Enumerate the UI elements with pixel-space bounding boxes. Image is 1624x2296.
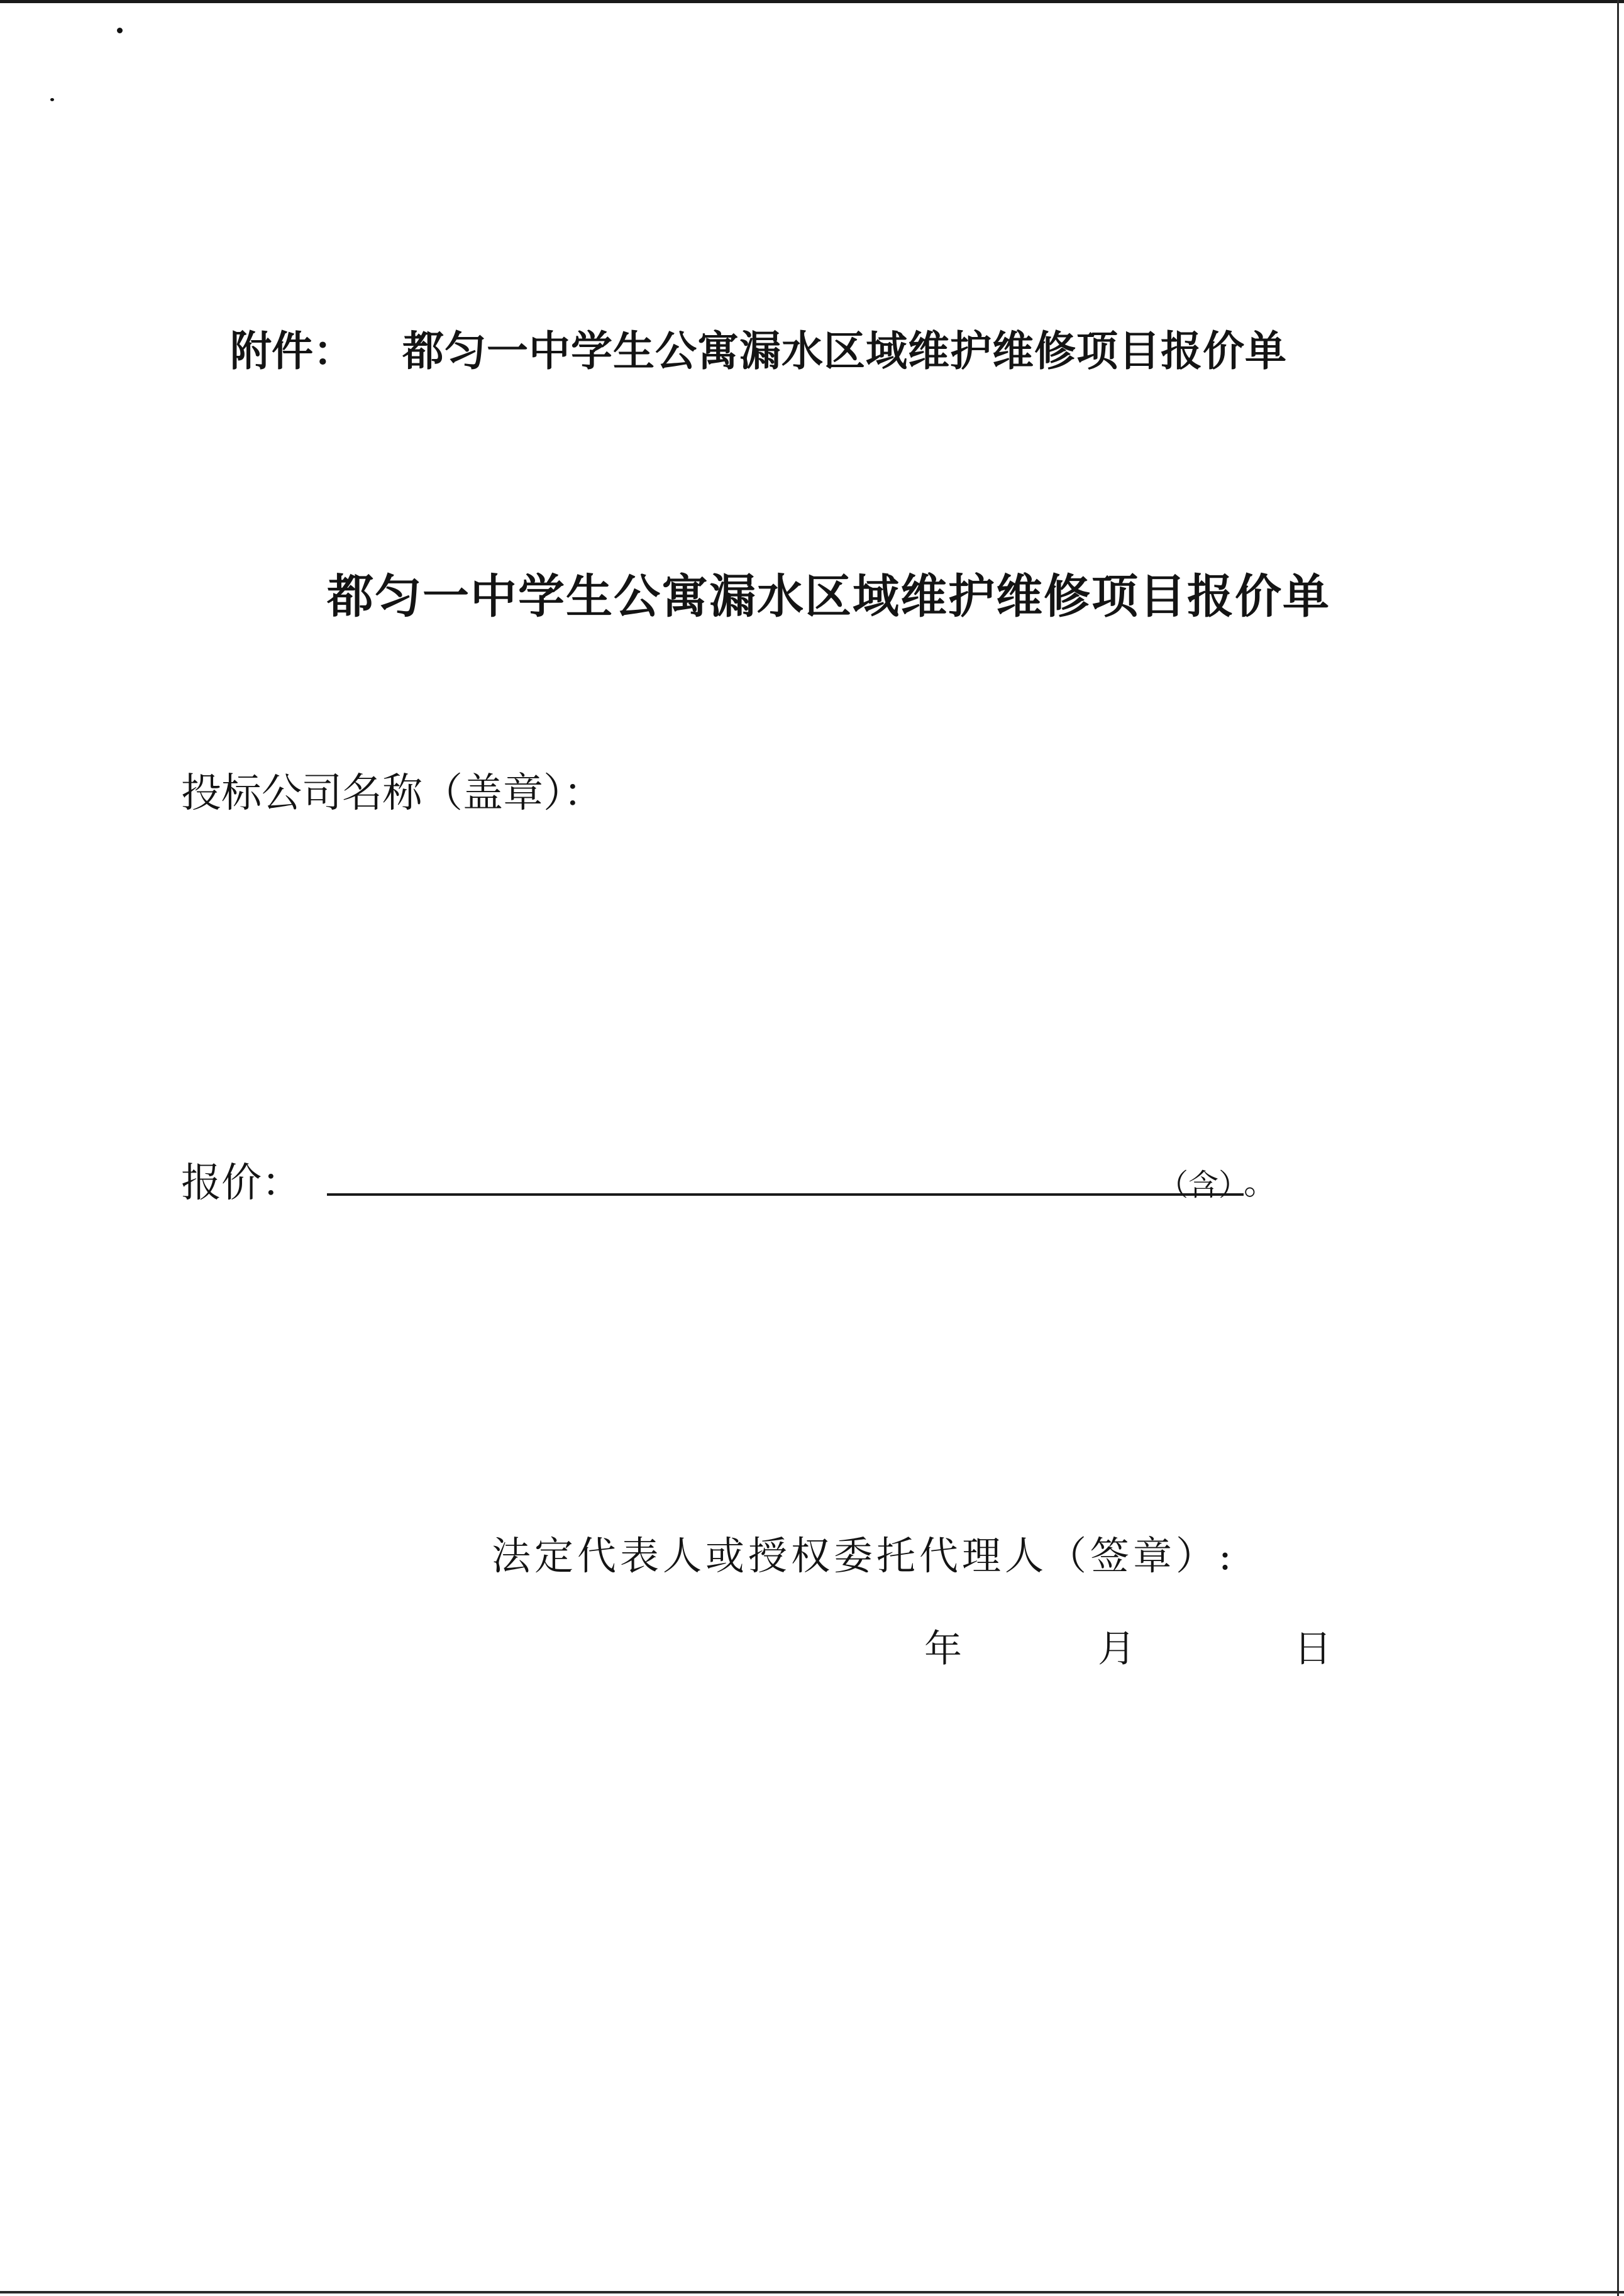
quote-tax-note: （含） xyxy=(1158,1167,1249,1203)
company-name-label: 投标公司名称（盖章）： xyxy=(181,770,604,817)
date-month-label: 月 xyxy=(1098,1627,1135,1671)
representative-signature-label: 法定代表人或授权委托代理人（签章）: xyxy=(492,1533,1235,1579)
scan-edge-bottom xyxy=(0,2291,1624,2293)
quote-label: 报价： xyxy=(181,1160,302,1206)
attachment-title: 都匀一中学生公寓漏水区域维护维修项目报价单 xyxy=(402,327,1287,375)
scan-speck xyxy=(117,28,123,33)
scan-edge-top xyxy=(0,0,1624,3)
page-title: 都匀一中学生公寓漏水区域维护维修项目报价单 xyxy=(327,570,1330,624)
scan-edge-right xyxy=(1617,0,1619,2296)
quote-end-mark: 。 xyxy=(1244,1162,1278,1202)
scan-speck xyxy=(50,98,54,101)
date-year-label: 年 xyxy=(924,1627,962,1671)
attachment-label: 附件： xyxy=(230,327,355,375)
quote-blank-line xyxy=(327,1193,1244,1196)
date-day-label: 日 xyxy=(1294,1627,1332,1671)
